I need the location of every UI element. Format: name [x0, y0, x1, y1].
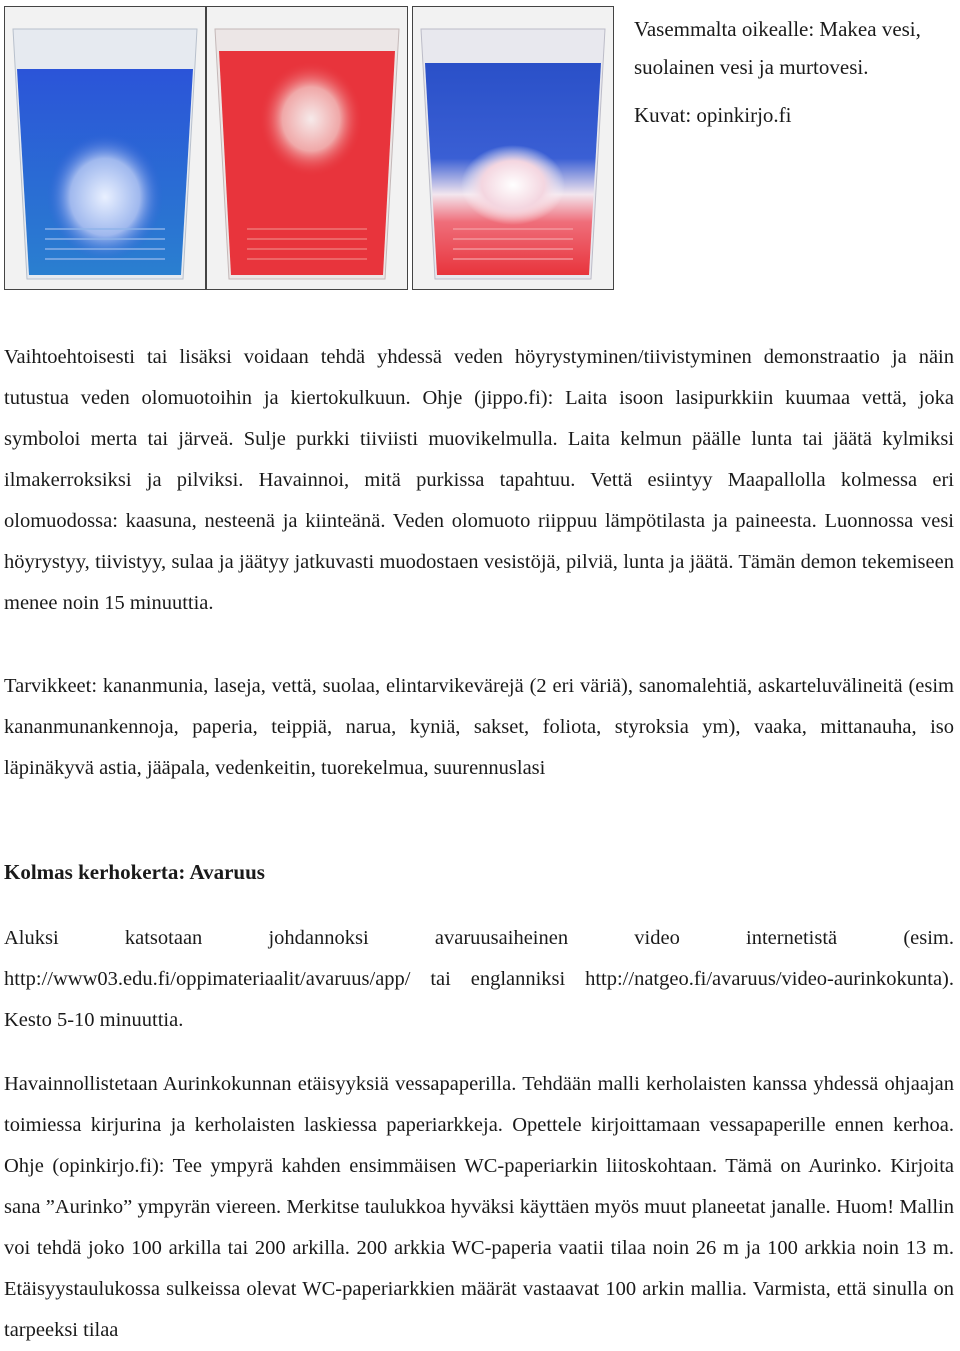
photo-brackish-water — [412, 6, 614, 290]
photo-caption — [634, 10, 954, 134]
caption-credit: Kuvat: opinkirjo.fi — [634, 103, 792, 127]
paragraph-supplies: Tarvikkeet: kananmunia, laseja, vettä, suolaa, elintarvikevärejä (2 eri väriä), sanomalehtiä, askarteluvälineitä (esim kananmunankennoja, paperia, teippiä, narua, kyniä, sakset, foliota, styroksia ym), vaaka, mittanauha, iso läpinäkyvä astia, jääpala, vedenkeitin, tuorekelmua, suurennuslasi — [4, 675, 954, 779]
paragraph-video-intro: Aluksi katsotaan johdannoksi avaruusaiheinen video internetistä (esim. http://www03.edu.fi/oppimateriaalit/avaruus/app/ tai englanniksi http://natgeo.fi/avaruus/video-aurinkokunta). Kesto 5-10 minuuttia. — [4, 927, 954, 1031]
paragraph-evaporation-demo: Vaihtoehtoisesti tai lisäksi voidaan tehdä yhdessä veden höyrystyminen/tiivistyminen demonstraatio ja näin tutustua veden olomuotoihin ja kiertokulkuun. Ohje (jippo.fi): Laita isoon lasipurkkiin kuumaa vettä, joka symboloi merta tai järveä. Sulje purkki tiiviisti muovikelmulla. Laita kelmun päälle lunta tai jäätä kylmiksi ilmakerroksiksi ja pilviksi. Havainnoi, mitä purkissa tapahtuu. Vettä esiintyy Maapallolla kolmessa eri olomuodossa: kaasuna, nesteenä ja kiinteänä. Veden olomuoto riippuu lämpötilasta ja paineesta. Luonnossa vesi höyrystyy, tiivistyy, sulaa ja jäätyy jatkuvasti muodostaen vesistöjä, pilviä, lunta ja jäätä. Tämän demon tekemiseen menee noin 15 minuuttia. — [4, 346, 954, 614]
section-heading: Kolmas kerhokerta: Avaruus — [4, 860, 265, 884]
paragraph-toilet-paper-model: Havainnollistetaan Aurinkokunnan etäisyyksiä vessapaperilla. Tehdään malli kerholaisten kanssa yhdessä ohjaajan toimiessa kirjurina ja kerholaisten laskiessa paperiarkkeja. Opettele kirjoittamaan vessapaperille ennen kerhoa. Ohje (opinkirjo.fi): Tee ympyrä kahden ensimmäisen WC-paperiarkin liitoskohtaan. Tämä on Aurinko. Kirjoita sana ”Aurinko” ympyrän viereen. Merkitse taulukkoa hyväksi käyttäen myös muut planeetat janalle. Huom! Mallin voi tehdä joko 100 arkilla tai 200 arkilla. 200 arkkia WC-paperia vaatii tilaa noin 26 m ja 100 arkkia noin 13 m. Etäisyystaulukossa sulkeissa olevat WC-paperiarkkien määrät vastaavat 100 arkin mallia. Varmista, että sinulla on tarpeeksi tilaa — [4, 1073, 954, 1341]
photo-salt-water — [206, 6, 408, 290]
photo-fresh-water — [4, 6, 206, 290]
caption-text: Vasemmalta oikealle: Makea vesi, suolainen vesi ja murtovesi. — [634, 17, 921, 79]
